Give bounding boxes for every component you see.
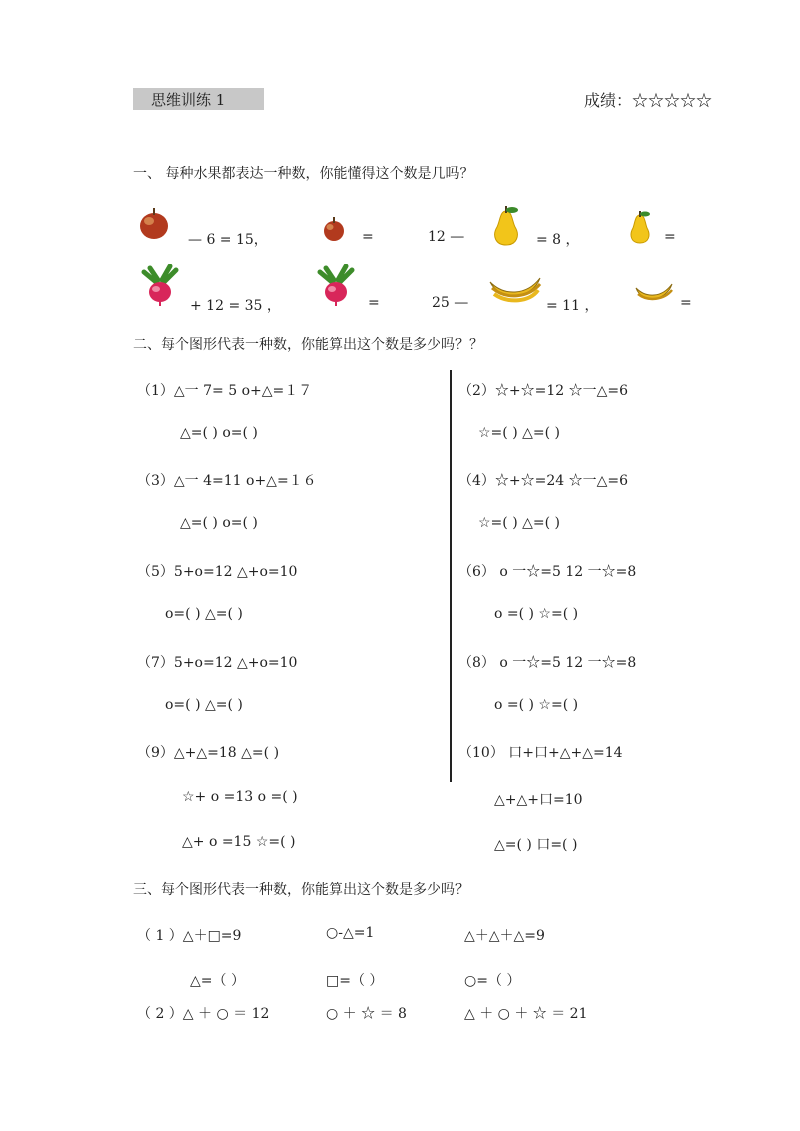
fruit-eq2-part1: = [362, 229, 374, 245]
problem-6-question: （6） o 一☆=5 12 一☆=8 [458, 564, 637, 580]
radish-icon [136, 264, 184, 306]
apple-icon [138, 205, 170, 241]
fruit-eq6-part1: = [368, 295, 380, 311]
s3-problem-1-eq3: △＋△＋△=9 [464, 928, 545, 944]
problem-7-question: （7）5+o=12 △+o=10 [137, 655, 298, 671]
problem-10-answer-2: △=( ) 口=( ) [494, 837, 578, 853]
fruit-eq3-part1: 12 — [428, 229, 465, 245]
fruit-eq3-part2: = 8 ， [536, 232, 580, 248]
worksheet-title-box [133, 88, 264, 110]
score-label: 成绩：☆☆☆☆☆ [584, 91, 713, 110]
problem-8-answer: o =( ) ☆=( ) [494, 697, 579, 713]
problem-3-question: （3）△一 4=11 o+△=１６ [137, 473, 317, 489]
problem-10-question: （10） 口+口+△+△=14 [458, 745, 623, 761]
radish-icon [312, 264, 360, 306]
fruit-eq5-part1: + 12 = 35 ， [190, 298, 281, 314]
problem-8-question: （8） o 一☆=5 12 一☆=8 [458, 655, 637, 671]
pear-icon [626, 210, 654, 246]
worksheet-title: 思维训练 1 [151, 91, 226, 109]
problem-1-question: （1）△一 7= 5 o+△=１７ [137, 383, 313, 399]
s3-problem-1-eq2: ○-△=1 [326, 925, 375, 941]
fruit-eq1-part1: — 6 = 15， [188, 232, 268, 248]
banana-icon [634, 280, 674, 306]
pear-icon [488, 205, 524, 247]
fruit-eq8-part1: = [680, 295, 692, 311]
problem-7-answer: o=( ) △=( ) [165, 697, 243, 713]
problem-4-question: （4）☆+☆=24 ☆一△=6 [458, 473, 629, 489]
fruit-eq4-part1: = [664, 229, 676, 245]
problem-9-question: （9）△+△=18 △=( ) [137, 745, 280, 761]
apple-icon [322, 215, 346, 243]
problem-10-answer-1: △+△+口=10 [494, 792, 583, 808]
problem-5-answer: o=( ) △=( ) [165, 606, 243, 622]
s3-problem-1-eq1: （ 1 ）△＋□=9 [137, 928, 242, 944]
fruit-eq7-part2: = 11 ， [546, 298, 599, 314]
column-divider [450, 370, 452, 782]
problem-1-answer: △=( ) o=( ) [180, 425, 258, 441]
s3-problem-1-answer1: △=（ ） [190, 973, 245, 989]
fruit-eq7-part1: 25 — [432, 295, 469, 311]
problem-3-answer: △=( ) o=( ) [180, 515, 258, 531]
s3-problem-1-answer3: ○=（ ） [464, 973, 521, 989]
banana-icon [488, 272, 542, 304]
problem-2-answer: ☆=( ) △=( ) [478, 425, 560, 441]
problem-6-answer: o =( ) ☆=( ) [494, 606, 579, 622]
problem-9-answer-2: △+ o =15 ☆=( ) [182, 834, 296, 850]
problem-4-answer: ☆=( ) △=( ) [478, 515, 560, 531]
problem-9-answer-1: ☆+ o =13 o =( ) [182, 789, 298, 805]
s3-problem-1-answer2: □=（ ） [326, 973, 384, 989]
section2-heading: 二、每个图形代表一种数，你能算出这个数是多少吗？？ [133, 337, 483, 353]
problem-2-question: （2）☆+☆=12 ☆一△=6 [458, 383, 629, 399]
section1-heading: 一、 每种水果都表达一种数，你能懂得这个数是几吗？ [133, 166, 474, 182]
problem-5-question: （5）5+o=12 △+o=10 [137, 564, 298, 580]
s3-problem-2-eq2: ○ ＋ ☆ ＝ 8 [326, 1006, 407, 1022]
s3-problem-2-eq3: △ ＋ ○ ＋ ☆ ＝ 21 [464, 1006, 588, 1022]
section3-heading: 三、每个图形代表一种数，你能算出这个数是多少吗？ [133, 882, 469, 898]
s3-problem-2-eq1: （ 2 ）△ ＋ ○ ＝ 12 [137, 1006, 270, 1022]
